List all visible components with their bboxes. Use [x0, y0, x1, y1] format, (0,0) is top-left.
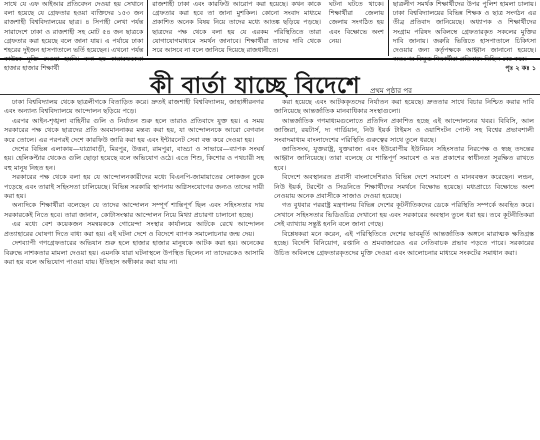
top-column-1: [0, 0, 147, 73]
section-divider: [0, 58, 540, 60]
paragraph: গত বুধবার পররাষ্ট্র মন্ত্রণালয় বিভিন্ন দেশের কূটনীতিকদের ডেকে পরিস্থিতি সম্পর্কে অবহিত করে। সেখানে সহিংসতার ভিডিওচিত্র দেখানো হয় এবং সরকারের অবস্থান তুলে ধরা হয়। তবে কূটনীতিকরা সেই ব্যাখ্যায় সন্তুষ্ট হননি বলে জানা গেছে।: [274, 201, 534, 229]
headline-divider: [0, 94, 540, 95]
paragraph: বিশ্লেষকরা মনে করেন, এই পরিস্থিতিতে দেশের ভাবমূর্তি আন্তর্জাতিক অঙ্গনে মারাত্মক ক্ষতিগ্রস্ত হচ্ছে। বিদেশি বিনিয়োগ, রপ্তানি ও শ্রমবাজারেও এর নেতিবাচক প্রভাব পড়তে পারে। সরকারের উচিত অবিলম্বে গ্রেফতারকৃতদের মুক্তি দেওয়া এবং আলোচনার মাধ্যমে সংকটের সমাধান করা।: [274, 229, 534, 257]
previous-article-continuation: [0, 0, 540, 73]
paragraph: এর মধ্যে বেশ কয়েকজন সমন্বয়ককে গোয়েন্দা সংস্থার কার্যালয়ে আটকে রেখে আন্দোলন প্রত্যাহারের ঘোষণা দিতে বাধ্য করা হয়। এই ঘটনা দেশে ও বিদেশে ব্যাপক সমালোচনার জন্ম দেয়।: [4, 220, 264, 238]
continuation-reference: পৃঃ ২ কঃ ১: [505, 64, 537, 73]
article-body: [4, 98, 536, 440]
top-column-2-text: রাজশাহী ঢাকা এবং কারফিউ আরোপ করা হয়েছে। কখন কাকে গ্রেফতার করা হবে তা জানা মুশকিল। কোনো সংবাদ মাধ্যমে প্রকাশিত অনেক বিষয় নিয়ে তাদের মধ্যে আতঙ্ক ছড়িয়ে পড়ছে। ছাত্রদের পক্ষ থেকে বলা হয় যে এরকম পরিস্থিতিতে তারা যোগাযোগমাধ্যমে সমর্থন জানাবে। শিক্ষার্থীরা তাদের দাবি থেকে সরে আসবে না বলে জানিয়ে দিয়েছে রাজধানীতে।: [152, 0, 321, 55]
paragraph: জাতিসংঘ, যুক্তরাষ্ট্র, যুক্তরাজ্য এবং ইউরোপীয় ইউনিয়ন সহিংসতার নিরপেক্ষ ও স্বচ্ছ তদন্তের আহ্বান জানিয়েছে। তারা বলেছে যে শান্তিপূর্ণ সমাবেশ ও মত প্রকাশের স্বাধীনতা সুরক্ষিত রাখতে হবে।: [274, 145, 534, 172]
page-continuation-note: প্রথম পৃষ্ঠার পর: [370, 87, 412, 95]
top-column-2: [147, 0, 325, 56]
article-column-right: [274, 98, 534, 440]
top-column-4: [388, 0, 540, 73]
top-column-3-text: ঘটনা ঘটতে থাকে। শিক্ষার্থীরা জেলায় জেলায় সংগঠিত হয় এবং বিক্ষোভে অংশ নেয়।: [328, 0, 384, 45]
top-column-4-text: ছাত্রলীগ সমর্থক শিক্ষার্থীদের উপর পুলিশ হামলা চালায়। ঢাকা বিশ্ববিদ্যালয়ের বিভিন্ন শিক্ষক ও ছাত্র সংগঠন এর তীব্র প্রতিবাদ জানিয়েছে। অধ্যাপক ও শিক্ষার্থীদের সংগ্রাম পরিষদ অবিলম্বে গ্রেফতারকৃত সকলের মুক্তির দাবি জানায়। জরুরি ভিত্তিতে হাসপাতালে চিকিৎসা দেওয়ার জন্য কর্তৃপক্ষকে আহ্বান জানানো হয়েছে। অতঃপর বিক্ষুব্ধ শিক্ষার্থীরা প্রতিবাদে মিছিল বের করে।: [392, 0, 537, 64]
top-column-1-text: সাথে যে এফ আইআর প্রতিবেদন দেওয়া হয় সেখানে বলা হয়েছে যে গ্রেফতার হওয়া ব্যক্তিদের ১৫৩ জন রাজশাহী বিশ্ববিদ্যালয়ের ছাত্র। ৪ সিপাহী লেখা পর্যন্ত সারাদেশে ঢাকা ও রাজশাহী সহ মোট ৫৪ জন ছাত্রকে গ্রেফতার করা হয়েছে বলে জানা যায়। এ পর্যায়ে ঢাকা শহরের দুইজন হাসপাতালে ভর্তি হয়েছেন। এখনো পর্যন্ত কাউকে মুক্তি দেওয়া হয়নি। বলা হয় কারারক্ষকেরা হাজার হাজার শিক্ষার্থী: [4, 0, 144, 73]
paragraph: করা হয়েছে এবং আটককৃতদের নির্যাতন করা হয়েছে। দ্রুততার সাথে বিচার নিশ্চিত করার দাবি জানিয়েছে আন্তর্জাতিক মানবাধিকার সংস্থাগুলো।: [274, 98, 534, 116]
paragraph: দেশের বিভিন্ন এলাকায়—যাত্রাবাড়ী, মিরপুর, উত্তরা, রামপুরা, বাড্ডা ও সাভারে—ব্যাপক সংঘর্ষ হয়। হেলিকপ্টার থেকেও গুলি ছোড়া হয়েছে বলে অভিযোগ ওঠে। এতে শিশু, কিশোর ও পথচারী সহ বহু মানুষ নিহত হন।: [4, 145, 264, 172]
paragraph: অন্যদিকে শিক্ষার্থীরা বলেছেন যে তাদের আন্দোলন সম্পূর্ণ শান্তিপূর্ণ ছিল এবং সহিংসতার দায় সরকারকেই নিতে হবে। তারা জানান, কোটাসংস্কার আন্দোলন নিয়ে মিথ্যা প্রচারণা চালানো হচ্ছে।: [4, 201, 264, 219]
article-column-left: [4, 98, 264, 440]
paragraph: এরপর আইন-শৃঙ্খলা বাহিনীর গুলি ও নির্যাতন শুরু হলে তারাও প্রতিবাদে যুক্ত হয়। এ সময় সরকারের পক্ষ থেকে ছাত্রদের প্রতি অবমাননাকর মন্তব্য করা হয়, যা আন্দোলনকে আরো বেগবান করে তোলে। এর পরপরই দেশে কারফিউ জারি করা হয় এবং ইন্টারনেট সেবা বন্ধ করে দেওয়া হয়।: [4, 116, 264, 144]
paragraph: বিদেশে অবস্থানরত প্রবাসী বাংলাদেশিরাও বিভিন্ন দেশে সমাবেশ ও মানববন্ধন করেছেন। লন্ডন, নিউ ইয়র্ক, টরন্টো ও সিডনিতে শিক্ষার্থীদের সমর্থনে বিক্ষোভ হয়েছে। মধ্যপ্রাচ্যে বিক্ষোভে অংশ নেওয়ায় অনেক প্রবাসীকে সাজাও দেওয়া হয়েছে।: [274, 173, 534, 201]
paragraph: ঢাকা বিশ্ববিদ্যালয় থেকে ছাত্রলীগকে বিতাড়িত করে। দ্রুতই রাজশাহী বিশ্ববিদ্যালয়, জাহাঙ্গীরনগর এবং অন্যান্য বিশ্ববিদ্যালয়ে আন্দোলন ছড়িয়ে পড়ে।: [4, 98, 264, 116]
paragraph: সরকারের পক্ষ থেকে বলা হয় যে আন্দোলনকারীদের মধ্যে বিএনপি-জামায়াতের লোকজন ঢুকে পড়েছে এবং তারাই সহিংসতা চালিয়েছে। বিভিন্ন সরকারি স্থাপনায় অগ্নিসংযোগের জন্যও তাদের দায়ী করা হয়।: [4, 173, 264, 201]
article-headline: কী বার্তা যাচ্ছে বিদেশে: [150, 72, 361, 99]
paragraph: দেশব্যাপী গণগ্রেফতারের অভিযান শুরু হলে হাজার হাজার মানুষকে আটক করা হয়। অনেকের বিরুদ্ধে নাশকতার মামলা দেওয়া হয়। এমনকি যারা ঘটনাস্থলে উপস্থিত ছিলেন না তাদেরকেও আসামি করা হয় বলে অভিযোগ পাওয়া যায়। ইতিহাস অস্বীকার করা যায় না।: [4, 239, 264, 266]
top-column-3: [325, 0, 388, 56]
paragraph: আন্তর্জাতিক গণমাধ্যমগুলোতে প্রতিদিন প্রকাশিত হচ্ছে এই আন্দোলনের খবর। বিবিসি, আল জাজিরা, রয়টার্স, দ্য গার্ডিয়ান, নিউ ইয়র্ক টাইমস ও ওয়াশিংটন পোস্ট সহ বিশ্বের প্রভাবশালী সংবাদমাধ্যম বাংলাদেশের পরিস্থিতি গুরুত্বের সাথে তুলে ধরছে।: [274, 116, 534, 144]
